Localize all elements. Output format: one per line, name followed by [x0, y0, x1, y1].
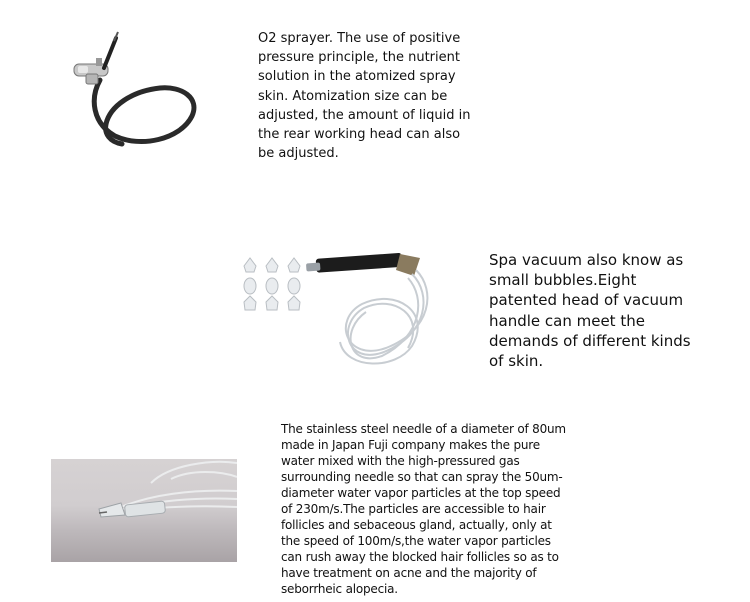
- needle-description: The stainless steel needle of a diameter of 80um made in Japan Fuji company makes the pure water mixed with the high-pressured gas surrounding needle so that can spray the 50um-diameter water vapor particles at the top speed of 230m/s.The particles are accessible to hair follicles and sebaceous gland, actually, only at the speed of 100m/s,the water vapor particles can rush away the blocked hair follicles so as to have treatment on acne and the majority of seborrheic alopecia.: [281, 422, 566, 596]
- o2-sprayer-airbrush-icon: [70, 28, 200, 150]
- spa-vacuum-handle-icon: [236, 250, 444, 376]
- needle-tube-closeup-icon: [51, 459, 237, 562]
- spa-vacuum-description: Spa vacuum also know as small bubbles.Eight patented head of vacuum handle can meet the demands of different kinds of skin.: [489, 251, 691, 371]
- o2-sprayer-description: O2 sprayer. The use of positive pressure principle, the nutrient solution in the atomized spray skin. Atomization size can be adjusted, the amount of liquid in the rear working head can also be adjusted.: [258, 31, 471, 162]
